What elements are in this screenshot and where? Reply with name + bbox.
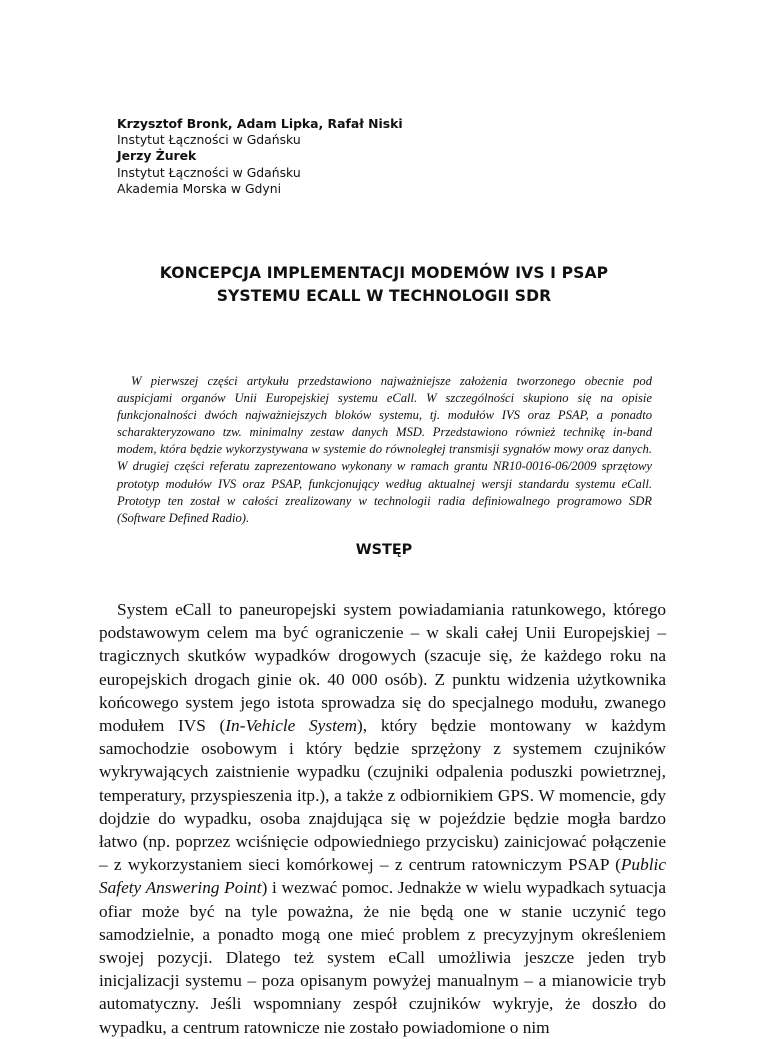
author-affiliation: Akademia Morska w Gdyni <box>117 180 282 196</box>
author-names: Krzysztof Bronk, Adam Lipka, Rafał Niski <box>117 116 403 131</box>
body-text <box>99 598 666 1039</box>
author-affiliation: Instytut Łączności w Gdańsku <box>117 164 301 180</box>
author-names: Jerzy Żurek <box>117 148 197 164</box>
text-run: ) i wezwać pomoc. Jednakże w wielu wypadkach sytuacja ofiar może być na tyle poważna, że nie będą one w stanie uczynić tego samodzielnie, a ponadto mogą one mieć problem z precyzyjnym określeniem swojej pozycji. Dlatego też system eCall umożliwia jeszcze jeden tryb inicjalizacji systemu – poza opisanym powyżej manualnym – a mianowicie tryb automatyczny. Jeśli wspomniany zespół czujników wykryje, że doszło do wypadku, a centrum ratownicze nie zostało powiadomione o nim <box>99 878 666 1037</box>
paragraph <box>99 598 666 1039</box>
term-psap: Public Safety Answering Point <box>99 855 666 898</box>
author-affiliation: Instytut Łączności w Gdańsku <box>117 132 301 148</box>
author-block <box>117 116 537 197</box>
paper-title-line: SYSTEMU ECALL W TECHNOLOGII SDR <box>216 287 552 305</box>
abstract: W pierwszej części artykułu przedstawiono najważniejsze założenia tworzonego obecnie pod auspicjami organów Unii Europejskiej systemu eCall. W szczególności skupiono się na opisie funkcjonalności dwóch najważniejszych bloków systemu, tj. modułów IVS oraz PSAP, a ponadto scharakteryzowano tzw. minimalny zestaw danych MSD. Przedstawiono również technikę in-band modem, która będzie wykorzystywana w systemie do równoległej transmisji sygnałów mowy oraz danych. W drugiej części referatu zaprezentowano wykonany w ramach grantu NR10-0016-06/2009 sprzętowy prototyp modułów IVS oraz PSAP, funkcjonujący według aktualnej wersji standardu systemu eCall. Prototyp ten został w całości zrealizowany w technologii radia definiowalnego programowo SDR (Software Defined Radio). <box>117 374 652 525</box>
paper-title <box>100 262 668 308</box>
text-run: ), który będzie montowany w każdym samochodzie osobowym i który będzie sprzężony z systemem czujników wykrywających zaistnienie wypadku (czujniki odpalenia poduszki powietrznej, temperatury, przyspieszenia itp.), a także z odbiornikiem GPS. W momencie, gdy dojdzie do wypadku, osoba znajdująca się w pojeździe będzie mogła bardzo łatwo (np. poprzez wciśnięcie odpowiedniego przycisku) zainicjować połączenie – z wykorzystaniem sieci komórkowej – z centrum ratowniczym PSAP ( <box>99 716 666 875</box>
section-heading: WSTĘP <box>355 542 413 558</box>
text-run: System eCall to paneuropejski system powiadamiania ratunkowego, którego podstawowym celem ma być ograniczenie – w skali całej Unii Europejskiej – tragicznych skutków wypadków drogowych (szacuje się, że każdego roku na europejskich drogach ginie ok. 40 000 osób). Z punktu widzenia użytkownika końcowego system jego istota sprowadza się do specjalnego modułu, zwanego modułem IVS ( <box>99 600 666 736</box>
paper-title-line: KONCEPCJA IMPLEMENTACJI MODEMÓW IVS I PSAP <box>159 264 609 282</box>
term-ivs: In-Vehicle System <box>225 716 358 736</box>
